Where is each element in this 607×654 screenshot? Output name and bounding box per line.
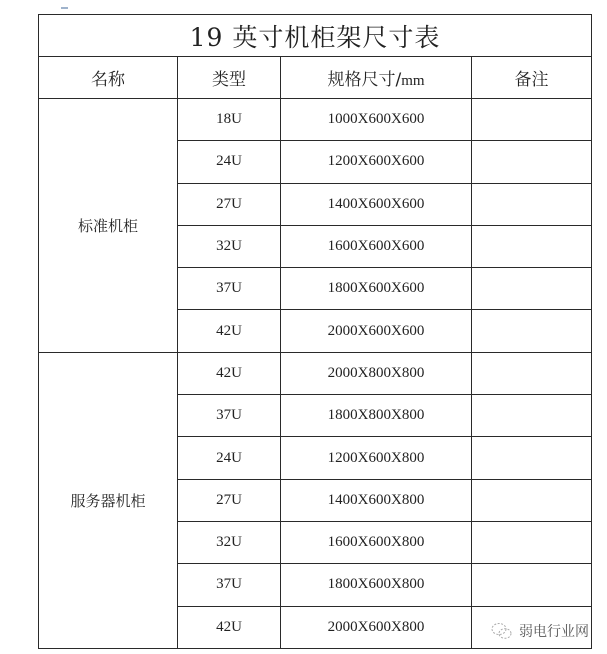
type-cell: 37U [178,395,281,437]
type-cell: 42U [178,352,281,394]
type-cell: 24U [178,437,281,479]
size-cell: 1400X600X800 [281,479,472,521]
type-cell: 42U [178,310,281,352]
type-cell: 37U [178,564,281,606]
note-cell [472,479,592,521]
note-cell [472,437,592,479]
note-cell [472,141,592,183]
table-row [39,99,592,141]
watermark [491,621,589,641]
header-row [39,57,592,99]
size-cell: 1600X600X800 [281,521,472,563]
size-cell: 1800X800X800 [281,395,472,437]
note-cell [472,564,592,606]
note-cell [472,352,592,394]
type-cell: 37U [178,268,281,310]
size-cell: 1600X600X600 [281,225,472,267]
type-cell: 42U [178,606,281,648]
type-cell: 24U [178,141,281,183]
note-cell [472,310,592,352]
size-cell: 2000X600X800 [281,606,472,648]
type-cell: 27U [178,183,281,225]
size-cell: 1400X600X600 [281,183,472,225]
note-cell [472,99,592,141]
size-cell: 1800X600X800 [281,564,472,606]
table-title: 19 英寸机柜架尺寸表 [39,15,592,57]
type-cell: 32U [178,225,281,267]
col-header-size [281,57,472,99]
note-cell [472,521,592,563]
note-cell [472,183,592,225]
note-cell [472,268,592,310]
note-cell [472,395,592,437]
watermark-text: 弱电行业网 [519,624,589,640]
type-cell: 32U [178,521,281,563]
type-cell: 18U [178,99,281,141]
size-header-unit: mm [401,73,425,89]
type-cell: 27U [178,479,281,521]
note-cell [472,225,592,267]
wechat-icon [491,622,513,640]
table-row [39,352,592,394]
size-cell: 2000X800X800 [281,352,472,394]
size-cell: 1000X600X600 [281,99,472,141]
size-header-label: 规格尺寸/ [327,70,402,90]
group-name: 服务器机柜 [39,352,178,648]
size-cell: 2000X600X600 [281,310,472,352]
col-header-name: 名称 [39,57,178,99]
size-cell: 1200X600X600 [281,141,472,183]
size-cell: 1200X600X800 [281,437,472,479]
col-header-note: 备注 [472,57,592,99]
group-name: 标准机柜 [39,99,178,353]
col-header-type: 类型 [178,57,281,99]
size-cell: 1800X600X600 [281,268,472,310]
top-mark [61,7,68,9]
cabinet-size-table [38,14,592,649]
